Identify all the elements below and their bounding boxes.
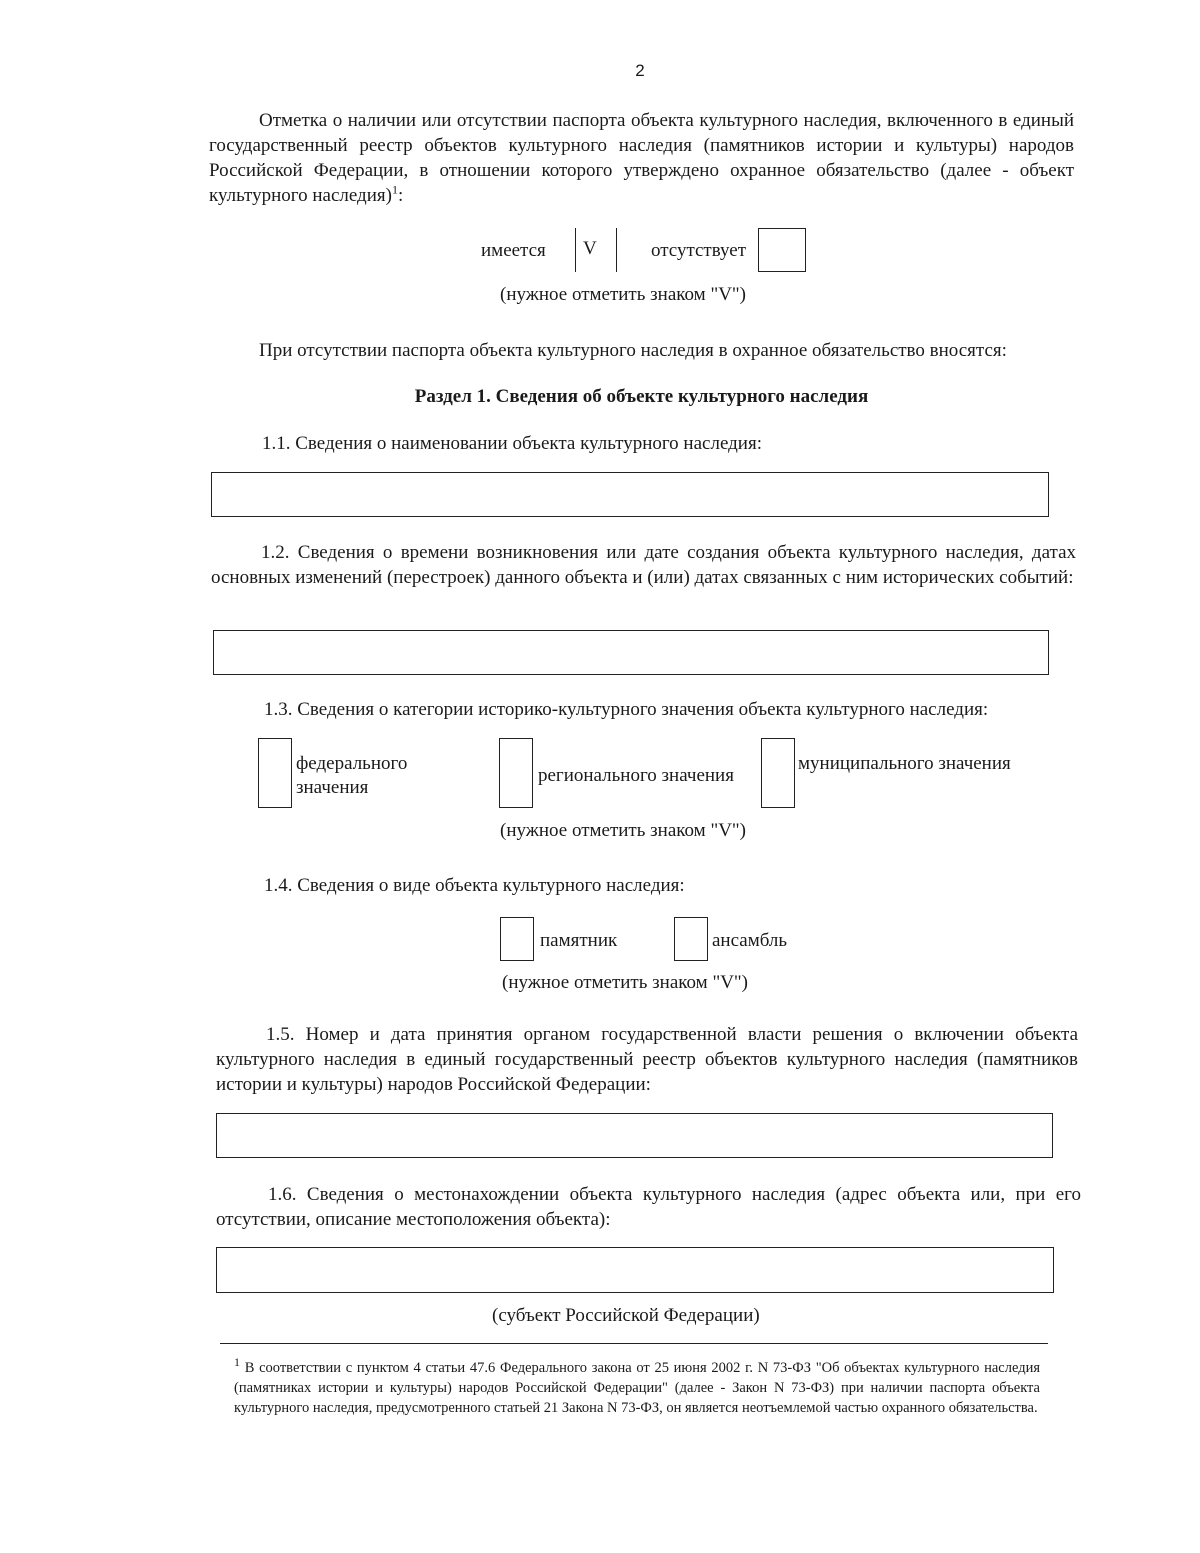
s1-1-label: 1.1. Сведения о наименовании объекта культурного наследия:: [262, 433, 762, 454]
footnote-text: В соответствии с пунктом 4 статьи 47.6 Федерального закона от 25 июня 2002 г. N 73-ФЗ "Об объектах культурного наследия (памятниках истории и культуры) народов Российской Федерации" (далее - Закон N 73-ФЗ) при наличии паспорта объекта культурного наследия, предусмотренного статьей 21 Закона N 73-ФЗ, он является неотъемлемой частью охранного обязательства.: [234, 1360, 1041, 1416]
category-hint: (нужное отметить знаком "V"): [500, 820, 746, 841]
intro-paragraph: [209, 108, 1074, 208]
municipal-checkbox[interactable]: [761, 738, 795, 808]
passport-has-mark: V: [583, 238, 597, 259]
absence-note: При отсутствии паспорта объекта культурного наследия в охранное обязательство вносятся:: [259, 340, 1007, 361]
federal-label-line1: федерального: [296, 753, 408, 774]
s1-5-field[interactable]: [216, 1113, 1053, 1158]
passport-has-label: имеется: [481, 240, 546, 261]
regional-label: регионального значения: [538, 765, 734, 786]
ensemble-label: ансамбль: [712, 930, 788, 951]
section-title: Раздел 1. Сведения об объекте культурного наследия: [414, 386, 869, 407]
passport-absent-label: отсутствует: [651, 240, 747, 261]
monument-checkbox[interactable]: [500, 917, 534, 961]
s1-2-label: 1.2. Сведения о времени возникновения или дате создания объекта культурного наследия, датах основных изменений (перестроек) данного объекта и (или) датах связанных с ним исторических событий:: [211, 542, 1076, 588]
footnote-ref[interactable]: 1: [391, 182, 398, 197]
intro-text: Отметка о наличии или отсутствии паспорта объекта культурного наследия, включенного в единый государственный реестр объектов культурного наследия (памятников истории и культуры) народов Российской Федерации, в отношении которого утверждено охранное обязательство (далее - объект культурного наследия): [209, 110, 1074, 206]
federal-checkbox[interactable]: [258, 738, 292, 808]
passport-has-checkbox[interactable]: [575, 228, 617, 272]
s1-5-label: 1.5. Номер и дата принятия органом государственной власти решения о включении объекта культурного наследия в единый государственный реестр объектов культурного наследия (памятников истории и культуры) народов Российской Федерации:: [216, 1024, 1078, 1095]
page-number: 2: [635, 61, 645, 80]
monument-label: памятник: [540, 930, 618, 951]
footnote-separator: [220, 1343, 1048, 1344]
s1-2-field[interactable]: [213, 630, 1049, 675]
municipal-label: муниципального значения: [798, 753, 1011, 774]
passport-hint: (нужное отметить знаком "V"): [500, 284, 746, 305]
regional-checkbox[interactable]: [499, 738, 533, 808]
kind-hint: (нужное отметить знаком "V"): [502, 972, 748, 993]
s1-6-caption: (субъект Российской Федерации): [492, 1305, 760, 1326]
s1-3-label: 1.3. Сведения о категории историко-культурного значения объекта культурного наследия:: [264, 699, 989, 720]
s1-6-label: 1.6. Сведения о местонахождении объекта культурного наследия (адрес объекта или, при его отсутствии, описание местоположения объекта):: [216, 1184, 1081, 1230]
federal-label: [296, 752, 407, 800]
s1-6-field[interactable]: [216, 1247, 1054, 1293]
s1-1-field[interactable]: [211, 472, 1049, 517]
intro-colon: :: [397, 185, 404, 206]
ensemble-checkbox[interactable]: [674, 917, 708, 961]
passport-absent-checkbox[interactable]: [758, 228, 806, 272]
federal-label-line2: значения: [296, 777, 369, 798]
footnote: [234, 1355, 1041, 1418]
s1-4-label: 1.4. Сведения о виде объекта культурного наследия:: [264, 875, 685, 896]
footnote-marker: 1: [234, 1355, 240, 1370]
